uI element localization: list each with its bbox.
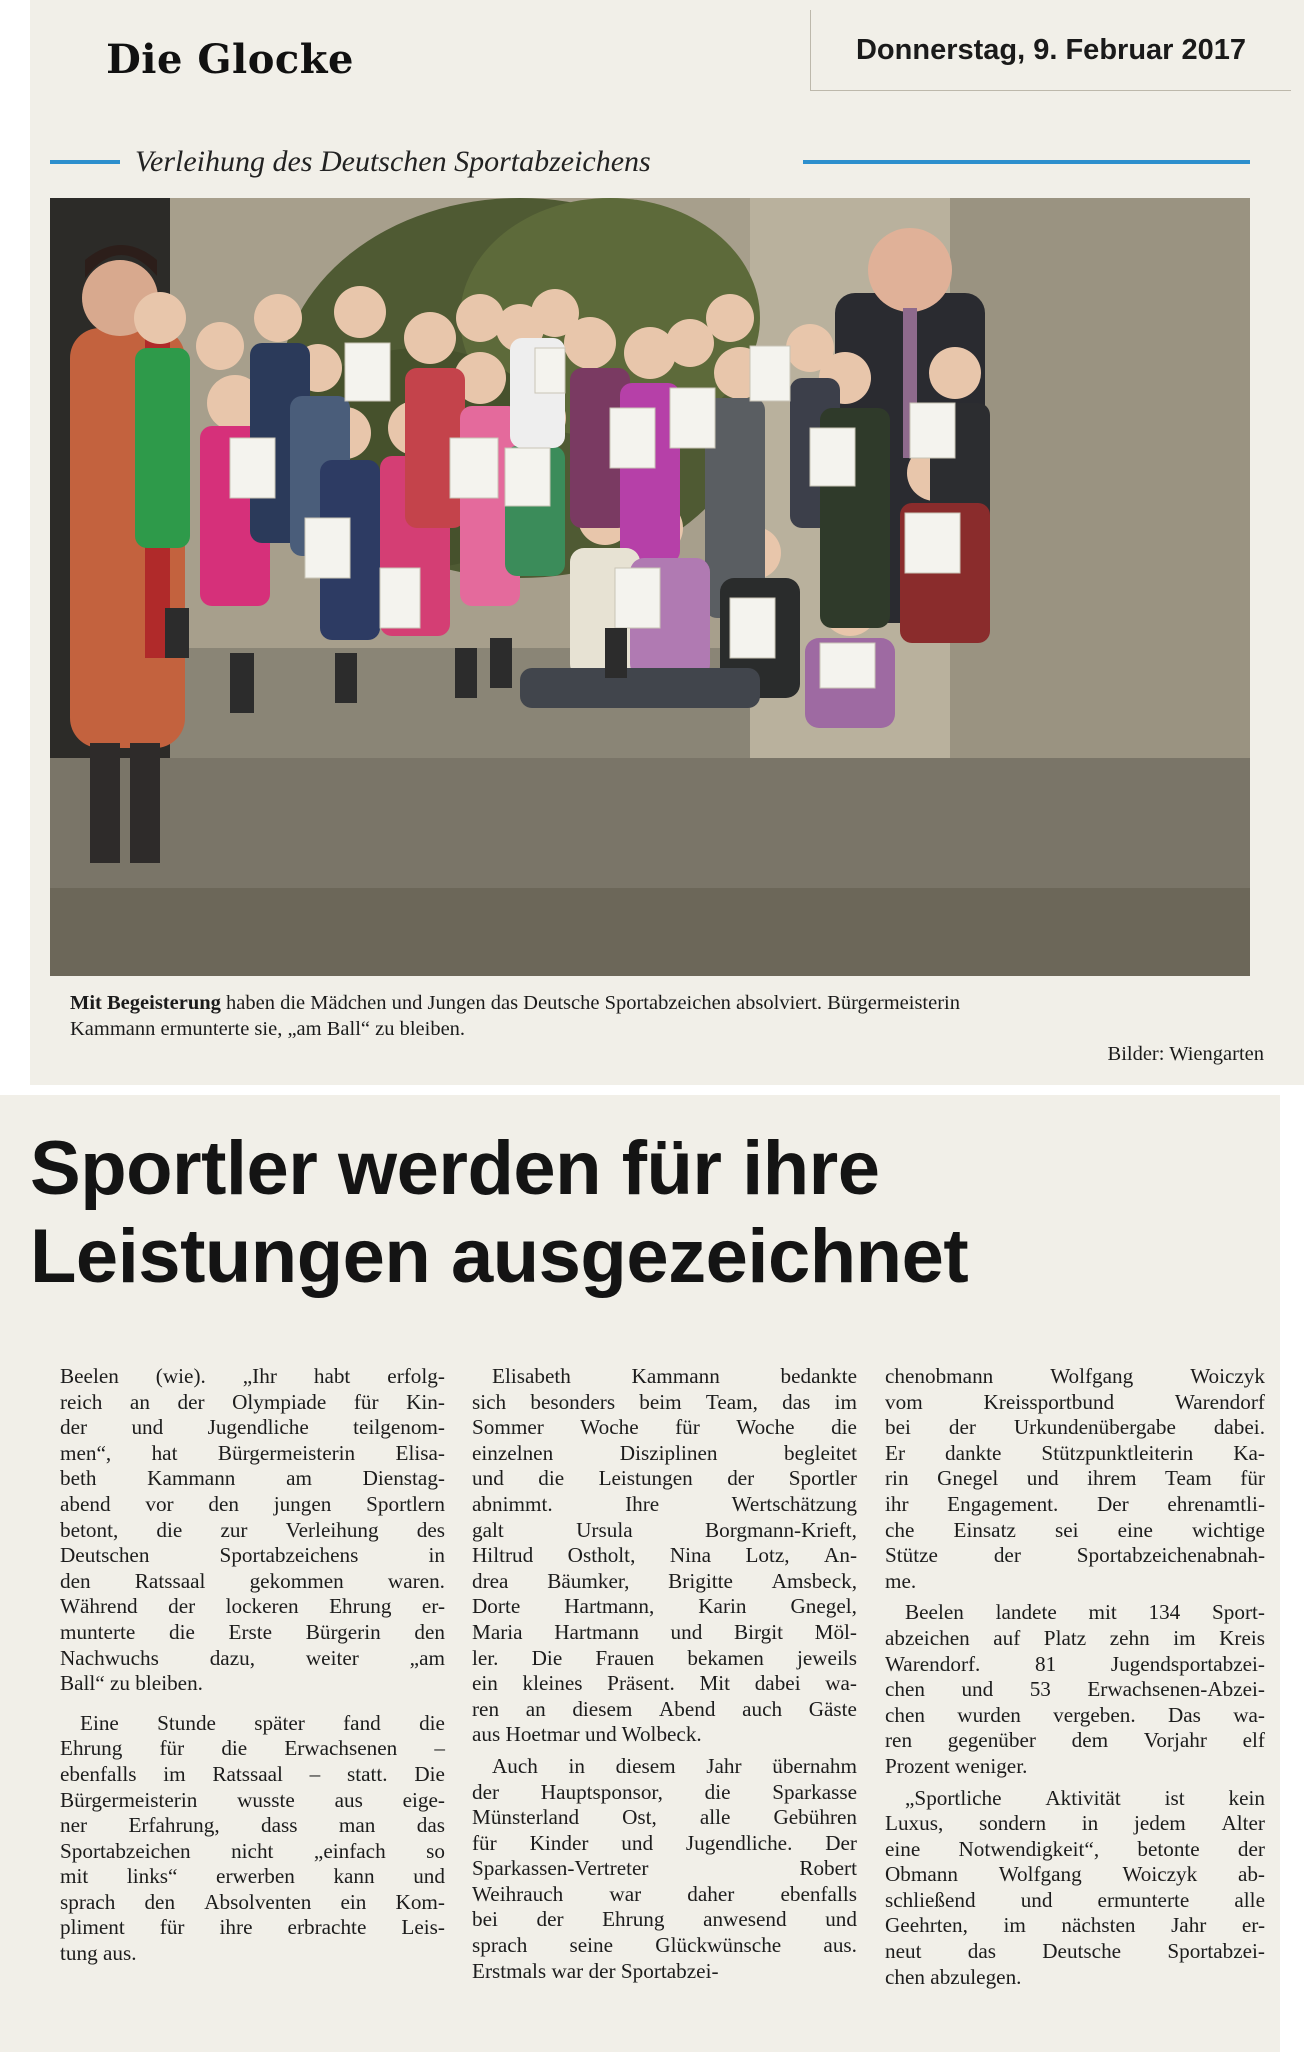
article-line: Bürgermeisterin wusste aus eige- [60, 1787, 445, 1812]
article-column-1 [60, 1364, 445, 1967]
newspaper-name: Die Glocke [106, 35, 354, 83]
article-paragraph [885, 1786, 1265, 1991]
article-line: ihr Engagement. Der ehrenamtli- [885, 1491, 1265, 1516]
article-line: Dorte Hartmann, Karin Gnegel, [472, 1594, 857, 1619]
article-line: Beelen (wie). „Ihr habt erfolg- [60, 1364, 445, 1388]
article-line: men“, hat Bürgermeisterin Elisa- [60, 1440, 445, 1465]
photo-caption [70, 990, 1245, 1042]
article-line: ein kleines Präsent. Mit dabei wa- [472, 1671, 857, 1696]
article-lead-paragraph [60, 1364, 445, 1697]
article-line: Erstmals war der Sportabzei- [472, 1958, 719, 1983]
caption-bold-lead: Mit Begeisterung [70, 992, 221, 1014]
article-line: Sparkassen-Vertreter Robert [472, 1856, 857, 1881]
article-line: Münsterland Ost, alle Gebühren [472, 1805, 857, 1830]
article-line: Auch in diesem Jahr übernahm [492, 1753, 857, 1778]
article-line: chen wurden vergeben. Das wa- [885, 1702, 1265, 1727]
article-line: der und Jugendliche teilgenom- [60, 1415, 445, 1440]
article-line: Sportabzeichen nicht „einfach so [60, 1838, 445, 1863]
article-line: abend vor den jungen Sportlern [60, 1491, 445, 1516]
article-line: Stütze der Sportabzeichenabnah- [885, 1543, 1265, 1568]
article-line: bei der Urkundenübergabe dabei. [885, 1415, 1265, 1440]
article-line: Während der lockeren Ehrung er- [60, 1594, 445, 1619]
article-line: und die Leistungen der Sportler [472, 1466, 857, 1491]
article-line: für Kinder und Jugendliche. Der [472, 1830, 857, 1855]
article-line: Ehrung für die Erwachsenen – [60, 1736, 445, 1761]
article-line: schließend und ermunterte alle [885, 1887, 1265, 1912]
article-line: Maria Hartmann und Birgit Möl- [472, 1619, 857, 1644]
article-paragraph [60, 1711, 445, 1967]
article-line: Nachwuchs dazu, weiter „am [60, 1645, 445, 1670]
article-line: ren an diesem Abend auch Gäste [472, 1696, 857, 1721]
article-line: reich an der Olympiade für Kin- [60, 1389, 445, 1414]
article-line: me. [885, 1568, 917, 1593]
article-line: den Ratssaal gekommen waren. [60, 1568, 445, 1593]
article-line: eine Notwendigkeit“, betonte der [885, 1836, 1265, 1861]
caption-line-2: Kammann ermunterte sie, „am Ball“ zu bleiben. [70, 1018, 466, 1040]
article-line: mit links“ erwerben kann und [60, 1864, 445, 1889]
headline-line-1: Sportler werden für ihre [30, 1126, 880, 1211]
article-paragraph [885, 1600, 1265, 1779]
topic-rule-left [50, 160, 120, 164]
article-line: Ball“ zu bleiben. [60, 1671, 203, 1696]
article-line: chenobmann Wolfgang Woiczyk [885, 1364, 1265, 1388]
article-line: Beelen landete mit 134 Sport- [905, 1600, 1265, 1625]
article-line: pliment für ihre erbrachte Leis- [60, 1915, 445, 1940]
article-line: rin Gnegel und ihrem Team für [885, 1466, 1265, 1491]
article-line: munterte die Erste Bürgerin den [60, 1619, 445, 1644]
article-column-2 [472, 1364, 857, 1984]
article-line: galt Ursula Borgmann-Krieft, [472, 1517, 857, 1542]
article-line: Luxus, sondern in jedem Alter [885, 1811, 1265, 1836]
masthead-logo [70, 18, 390, 100]
article-line: ebenfalls im Ratssaal – statt. Die [60, 1761, 445, 1786]
article-line: einzelnen Disziplinen begleitet [472, 1440, 857, 1465]
headline-line-2: Leistungen ausgezeichnet [30, 1214, 969, 1299]
article-line: „Sportliche Aktivität ist kein [905, 1785, 1265, 1810]
article-line: sprach seine Glückwünsche aus. [472, 1933, 857, 1958]
article-line: Prozent weniger. [885, 1753, 1028, 1778]
article-headline [30, 1125, 1260, 1301]
issue-date: Donnerstag, 9. Februar 2017 [810, 10, 1291, 91]
article-line: chen und 53 Erwachsenen-Abzei- [885, 1677, 1265, 1702]
article-line: Warendorf. 81 Jugendsportabzei- [885, 1651, 1265, 1676]
article-line: abzeichen auf Platz zehn im Kreis [885, 1625, 1265, 1650]
article-line: betont, die zur Verleihung des [60, 1517, 445, 1542]
article-line: abnimmt. Ihre Wertschätzung [472, 1491, 857, 1516]
article-line: Er dankte Stützpunktleiterin Ka- [885, 1440, 1265, 1465]
caption-line-1: haben die Mädchen und Jungen das Deutsche Sportabzeichen absolviert. Bürgermeisterin [220, 992, 960, 1014]
article-line: che Einsatz sei eine wichtige [885, 1517, 1265, 1542]
article-paragraph [472, 1364, 857, 1748]
photo-credit: Bilder: Wiengarten [1107, 1043, 1264, 1065]
topic-line: Verleihung des Deutschen Sportabzeichens [135, 145, 651, 178]
article-line: neut das Deutsche Sportabzei- [885, 1939, 1265, 1964]
article-line: Sommer Woche für Woche die [472, 1415, 857, 1440]
article-line: ner Erfahrung, dass man das [60, 1813, 445, 1838]
article-line: sprach den Absolventen ein Kom- [60, 1889, 445, 1914]
article-line: ren gegenüber dem Vorjahr elf [885, 1728, 1265, 1753]
article-paragraph [885, 1364, 1265, 1594]
article-line: bei der Ehrung anwesend und [472, 1907, 857, 1932]
article-line: sich besonders beim Team, das im [472, 1389, 857, 1414]
article-paragraph [472, 1754, 857, 1984]
topic-rule-right [803, 160, 1250, 164]
article-line: drea Bäumker, Brigitte Amsbeck, [472, 1568, 857, 1593]
article-line: Hiltrud Ostholt, Nina Lotz, An- [472, 1543, 857, 1568]
article-line: der Hauptsponsor, die Sparkasse [472, 1779, 857, 1804]
article-line: Weihrauch war daher ebenfalls [472, 1881, 857, 1906]
article-line: Elisabeth Kammann bedankte [492, 1364, 857, 1388]
article-line: ler. Die Frauen bekamen jeweils [472, 1645, 857, 1670]
photo-illustration [50, 198, 1250, 976]
article-line: chen abzulegen. [885, 1964, 1022, 1989]
article-line: Deutschen Sportabzeichens in [60, 1543, 445, 1568]
group-photo [50, 198, 1250, 976]
article-line: Obmann Wolfgang Woiczyk ab- [885, 1862, 1265, 1887]
article-line: tung aus. [60, 1941, 137, 1966]
article-column-3 [885, 1364, 1265, 1990]
article-line: aus Hoetmar und Wolbeck. [472, 1722, 702, 1747]
article-line: vom Kreissportbund Warendorf [885, 1389, 1265, 1414]
article-line: Geehrten, im nächsten Jahr er- [885, 1913, 1265, 1938]
article-line: Eine Stunde später fand die [80, 1710, 445, 1735]
article-line: beth Kammann am Dienstag- [60, 1466, 445, 1491]
